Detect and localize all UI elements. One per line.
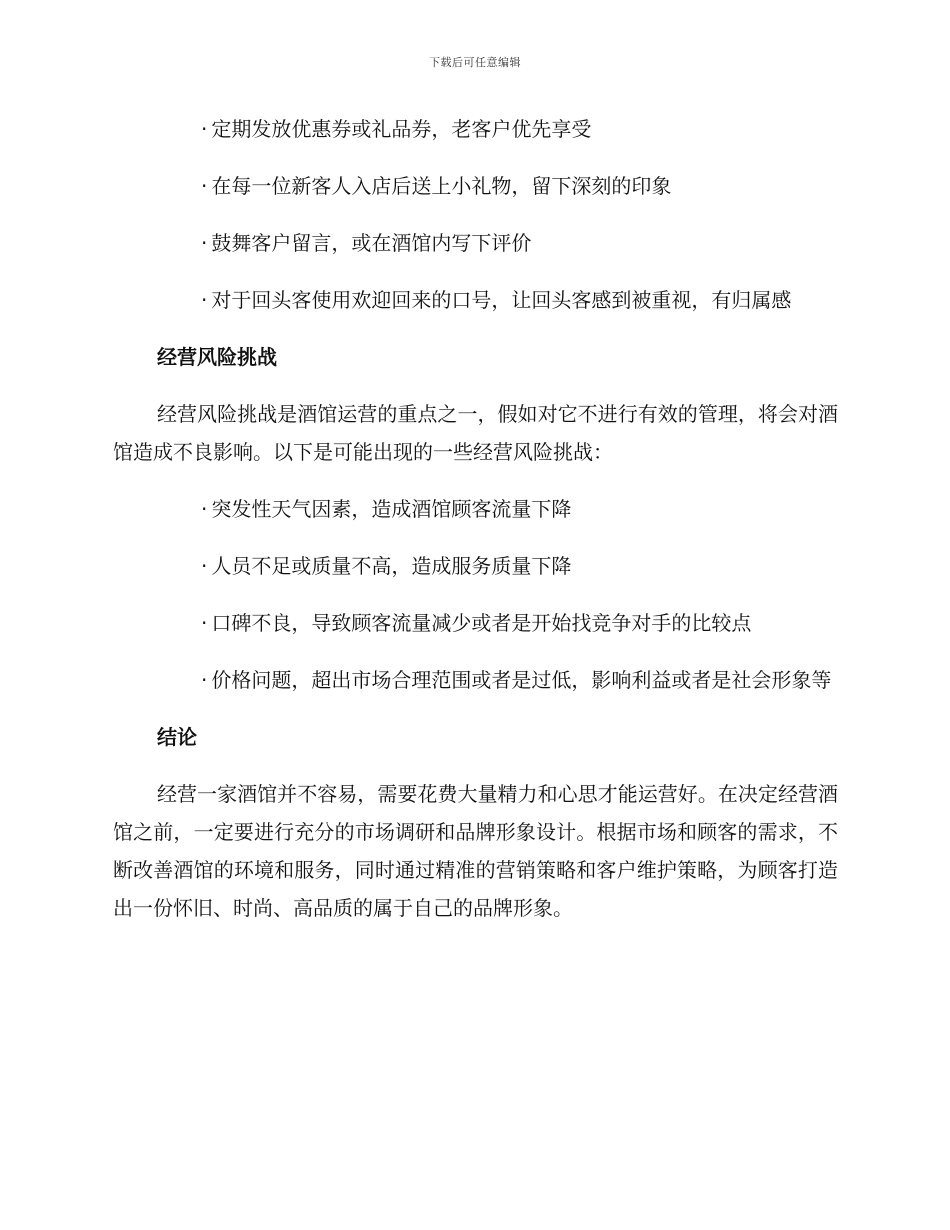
risk-intro-paragraph: 经营风险挑战是酒馆运营的重点之一，假如对它不进行有效的管理，将会对酒馆造成不良影响。以下是可能出现的一些经营风险挑战： [113, 402, 838, 464]
bullet-icon: · [201, 668, 208, 692]
bullet-icon: · [201, 288, 208, 312]
section-heading-risk: 经营风险挑战 [157, 345, 277, 369]
list-item [113, 110, 838, 148]
bullet-icon: · [201, 497, 208, 521]
list-item [113, 604, 838, 642]
list-item [113, 224, 838, 262]
list-item-text: 突发性天气因素，造成酒馆顾客流量下降 [211, 497, 572, 521]
document-body [113, 110, 838, 946]
conclusion-paragraph: 经营一家酒馆并不容易，需要花费大量精力和心思才能运营好。在决定经营酒馆之前，一定要进行充分的市场调研和品牌形象设计。根据市场和顾客的需求，不断改善酒馆的环境和服务，同时通过精准的营销策略和客户维护策略，为顾客打造出一份怀旧、时尚、高品质的属于自己的品牌形象。 [113, 782, 838, 920]
list-item-text: 人员不足或质量不高，造成服务质量下降 [211, 554, 572, 578]
bullet-icon: · [201, 554, 208, 578]
list-item [113, 281, 838, 319]
list-item-text: 定期发放优惠券或礼品券，老客户优先享受 [211, 117, 592, 141]
bullet-icon: · [201, 117, 208, 141]
list-item-text: 对于回头客使用欢迎回来的口号，让回头客感到被重视，有归属感 [211, 288, 792, 312]
list-item [113, 490, 838, 528]
list-item-text: 鼓舞客户留言，或在酒馆内写下评价 [211, 231, 532, 255]
bullet-icon: · [201, 611, 208, 635]
list-item-text: 价格问题，超出市场合理范围或者是过低，影响利益或者是社会形象等 [211, 668, 832, 692]
section-heading-conclusion: 结论 [157, 725, 197, 749]
bullet-icon: · [201, 174, 208, 198]
list-item [113, 661, 838, 699]
list-item [113, 547, 838, 585]
list-item-text: 口碑不良，导致顾客流量减少或者是开始找竞争对手的比较点 [211, 611, 752, 635]
page-header-note: 下载后可任意编辑 [429, 56, 521, 69]
list-item-text: 在每一位新客人入店后送上小礼物，留下深刻的印象 [211, 174, 672, 198]
bullet-icon: · [201, 231, 208, 255]
list-item [113, 167, 838, 205]
